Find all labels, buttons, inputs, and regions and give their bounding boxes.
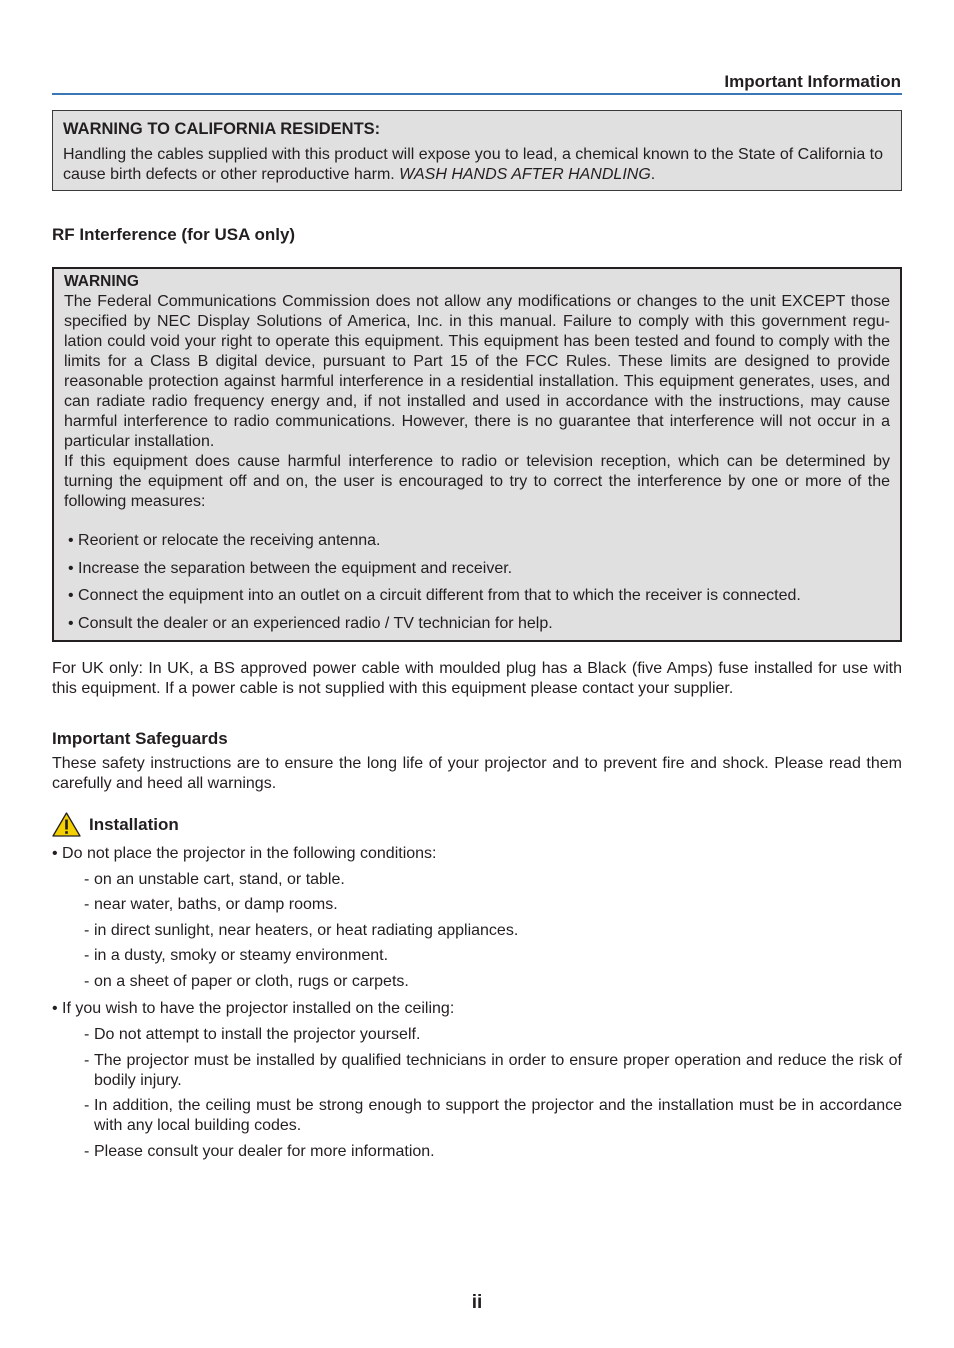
rf-section-title: RF Interference (for USA only) xyxy=(52,225,296,244)
condition-list xyxy=(52,870,902,992)
page-number: ii xyxy=(471,1292,483,1313)
list-item: - on an unstable cart, stand, or table. xyxy=(84,870,345,888)
safeguards-title: Important Safeguards xyxy=(52,729,228,748)
list-item: • Increase the separation between the equipment and receiver. xyxy=(68,559,513,577)
fcc-paragraph-1: The Federal Communications Commission does not allow any modifications or changes to the unit EXCEPT those specified by NEC Display Solutions of America, Inc. in this manual. Failure to comply with this government regu-lation could void your right to operate this equipment. This equipment has been tested and found to comply with the limits for a Class B digital device, pursuant to Part 15 of the FCC Rules. These limits are designed to provide reasonable protection against harmful interference in a residential installation. This equipment generates, uses, and can radiate radio frequency energy and, if not installed and used in accordance with the instructions, may cause harmful interference to radio communications. However, there is no guarantee that interference will not occur in a particular installation. xyxy=(64,293,890,450)
uk-note: For UK only: In UK, a BS approved power cable with moulded plug has a Black (five Amps) fuse installed for use with this equipment. If a power cable is not supplied with this equipment please contact your supplier. xyxy=(52,660,902,697)
installation-list-2 xyxy=(52,999,902,1019)
list-item: • Connect the equipment into an outlet on a circuit different from that to which the receiver is connected. xyxy=(68,587,801,604)
installation-heading xyxy=(52,812,179,837)
list-item: - in direct sunlight, near heaters, or heat radiating appliances. xyxy=(84,921,519,939)
list-item: - In addition, the ceiling must be strong enough to support the projector and the installation must be in accordance with any local building codes. xyxy=(84,1097,902,1134)
ceiling-list xyxy=(52,1025,902,1162)
installation-title: Installation xyxy=(89,814,179,834)
california-warning-box xyxy=(52,110,902,191)
california-warning-text xyxy=(63,145,891,185)
list-item: - Do not attempt to install the projector yourself. xyxy=(84,1026,421,1043)
california-text: Handling the cables supplied with this product will expose you to lead, a chemical known to the State of California to cause birth defects or other reproductive harm. xyxy=(63,146,884,183)
fcc-measures-list xyxy=(68,531,801,641)
installation-list-1 xyxy=(52,844,902,864)
safeguards-intro: These safety instructions are to ensure the long life of your projector and to prevent fire and shock. Please read them carefully and heed all warnings. xyxy=(52,755,902,792)
installation-bullet-2: • If you wish to have the projector installed on the ceiling: xyxy=(52,1000,455,1017)
california-warning-heading: WARNING TO CALIFORNIA RESIDENTS: xyxy=(63,120,381,138)
fcc-paragraph-2: If this equipment does cause harmful interference to radio or television reception, which can be determined by turning the equipment off and on, the user is encouraged to try to correct the interference by one or more of the following measures: xyxy=(64,453,890,510)
fcc-warning-box xyxy=(52,267,902,642)
list-item: - on a sheet of paper or cloth, rugs or carpets. xyxy=(84,972,409,990)
list-item: • Consult the dealer or an experienced radio / TV technician for help. xyxy=(68,614,553,632)
list-item: - The projector must be installed by qualified technicians in order to ensure proper operation and reduce the risk of bodily injury. xyxy=(84,1051,902,1089)
california-emphasis: WASH HANDS AFTER HANDLING xyxy=(399,166,651,183)
california-end: . xyxy=(650,166,656,183)
installation-bullet-1: • Do not place the projector in the following conditions: xyxy=(52,845,437,862)
warning-triangle-icon xyxy=(52,812,81,837)
list-item: - Please consult your dealer for more information. xyxy=(84,1142,435,1160)
page-header-title: Important Information xyxy=(724,72,901,91)
list-item: - near water, baths, or damp rooms. xyxy=(84,896,338,913)
header-rule xyxy=(52,93,902,95)
list-item: - in a dusty, smoky or steamy environment. xyxy=(84,947,389,964)
list-item: • Reorient or relocate the receiving antenna. xyxy=(68,532,381,549)
fcc-warning-label: WARNING xyxy=(64,273,139,290)
